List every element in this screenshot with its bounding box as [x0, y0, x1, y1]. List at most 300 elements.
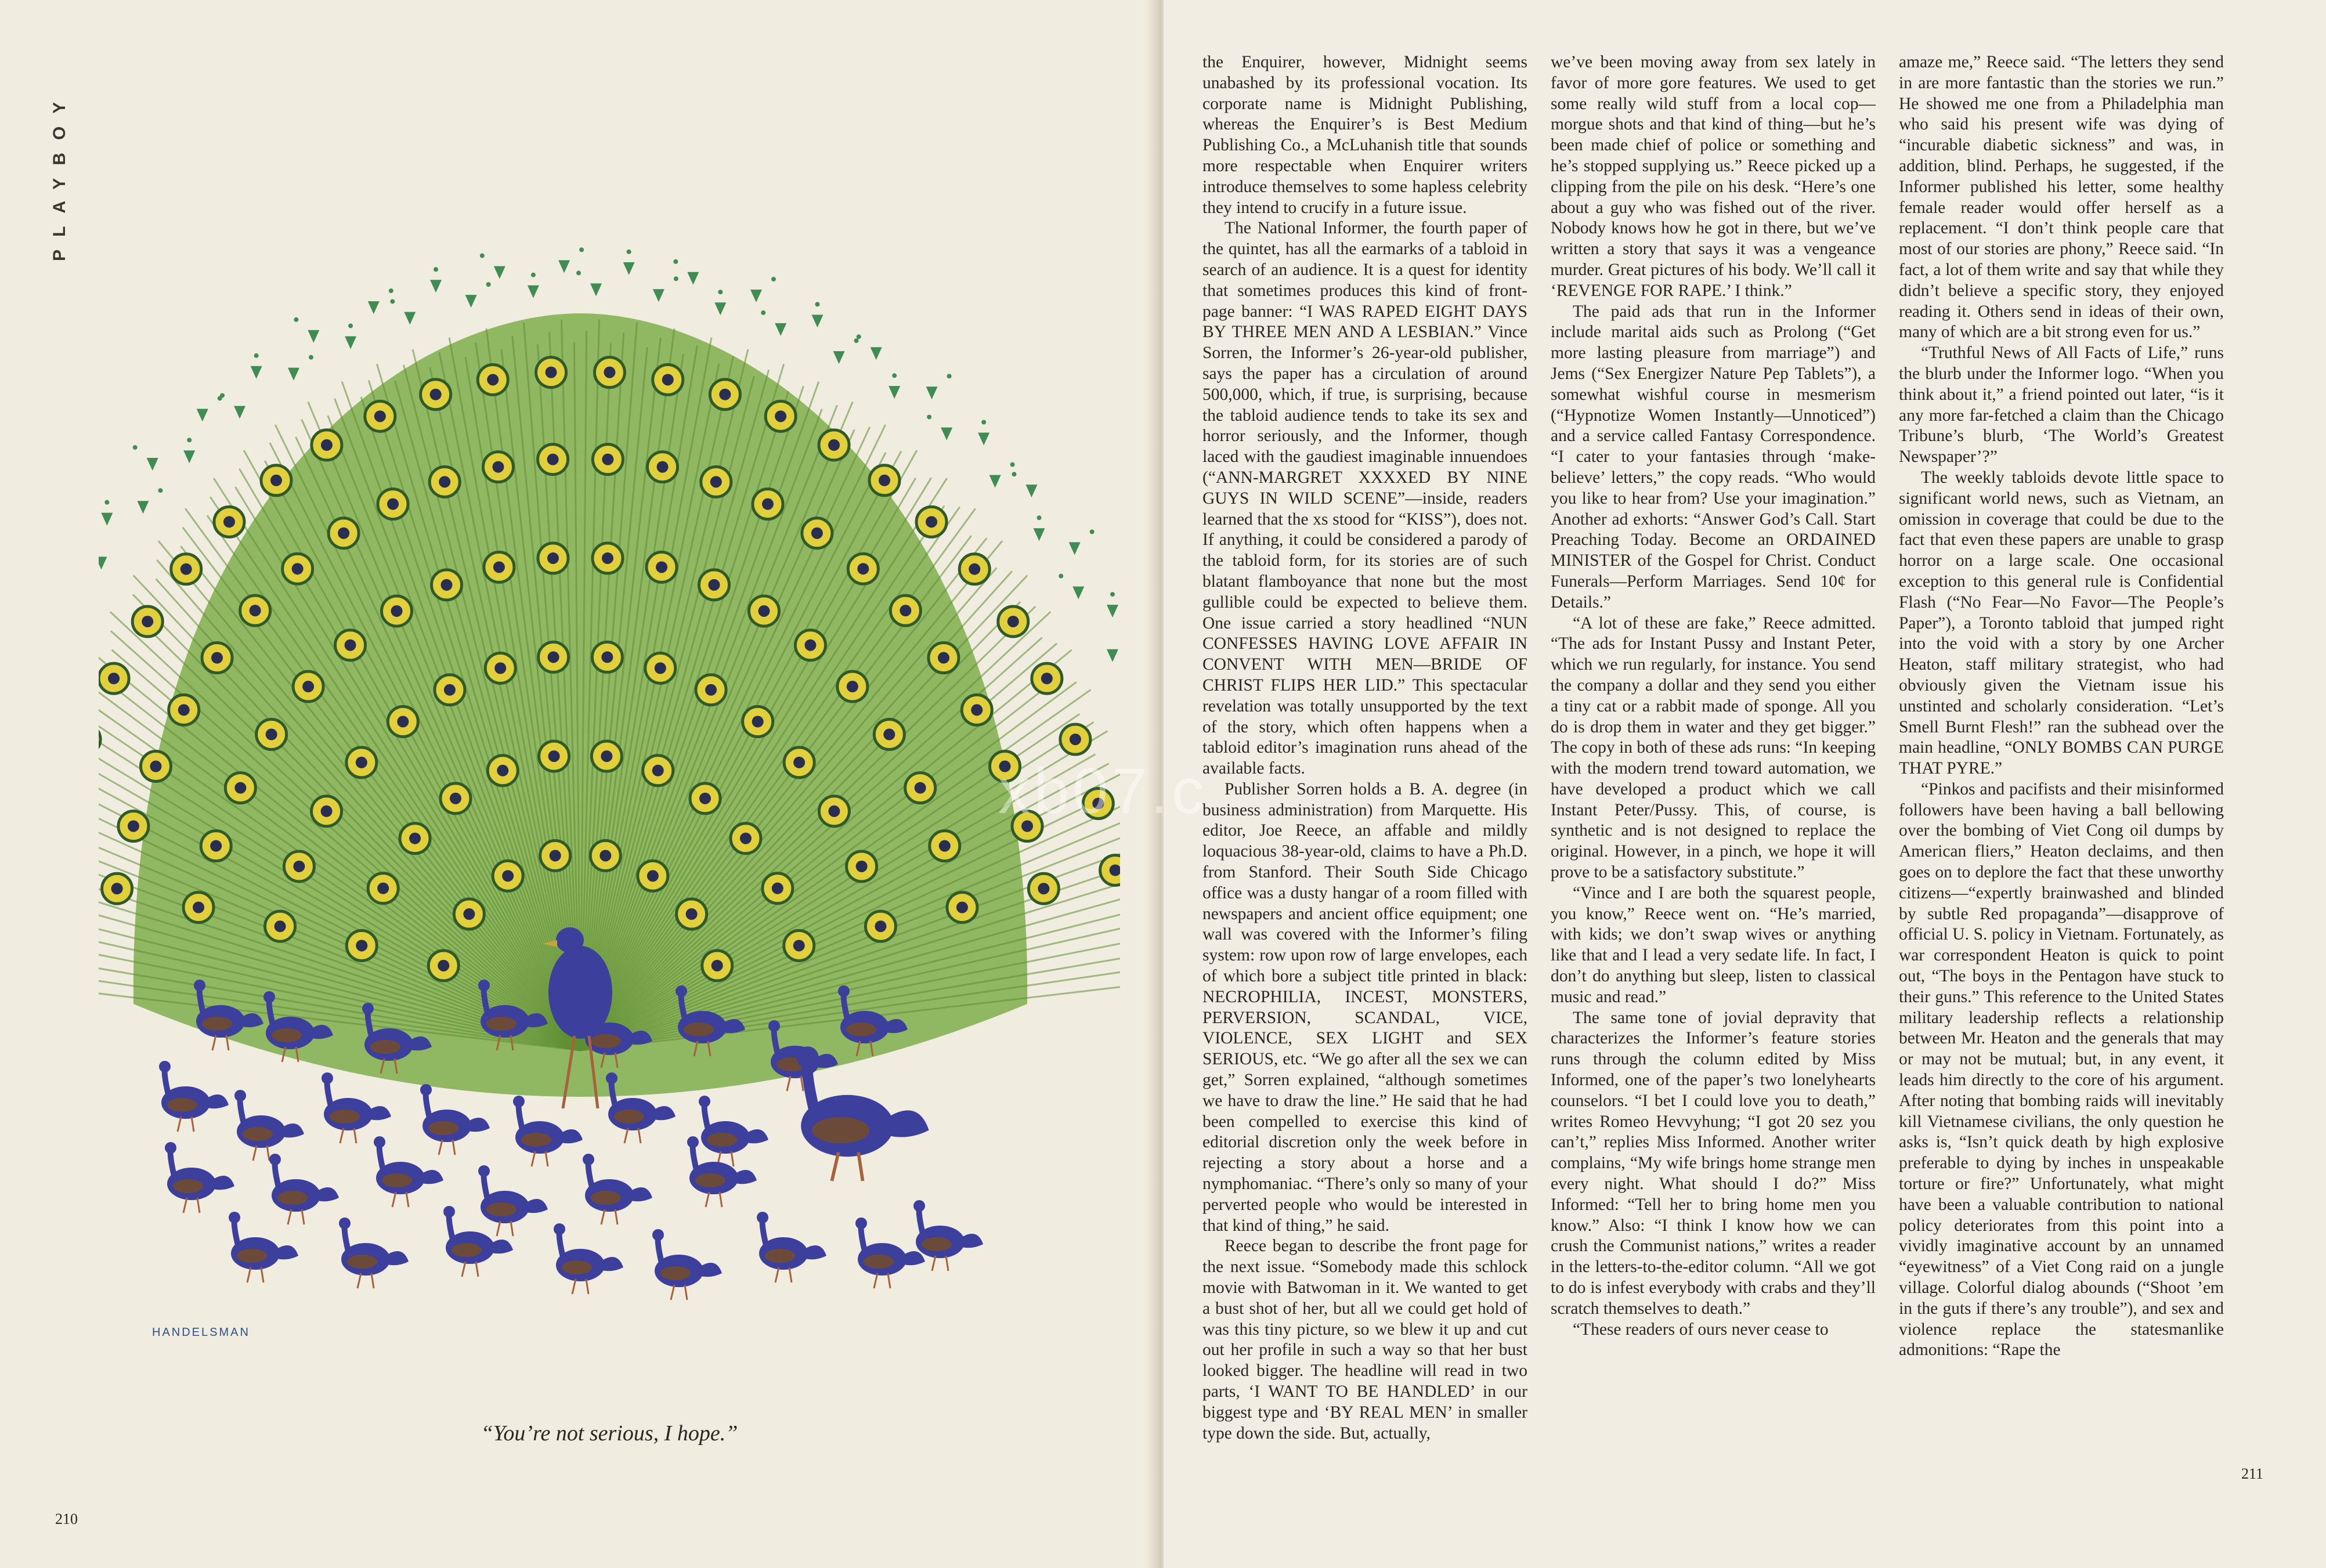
peahen-leg — [340, 1128, 344, 1143]
peahen-wing — [370, 1040, 400, 1054]
peahen-tail — [525, 1199, 548, 1213]
article-column-2 — [1551, 52, 1876, 1480]
peahen-leg — [532, 1151, 535, 1166]
peahen-wing — [684, 1023, 714, 1036]
feather-eye-pupil — [548, 651, 559, 663]
cartoon-caption: “You’re not serious, I hope.” — [481, 1421, 738, 1446]
feather-eye-pupil — [875, 920, 886, 932]
feather-tip — [528, 286, 539, 298]
feather-eye-pupil — [321, 805, 333, 817]
peahen-leg — [178, 1117, 181, 1132]
peahen — [513, 1096, 583, 1166]
feather-tip — [1069, 542, 1081, 555]
feather-tip — [345, 336, 356, 349]
feather-dot — [854, 338, 859, 343]
peahen-head — [838, 985, 850, 997]
feather-eye-pupil — [345, 640, 356, 651]
left-page — [0, 0, 1158, 1568]
feather-eye-pupil — [926, 516, 937, 528]
feather-tip — [811, 315, 823, 327]
peahen-leg — [787, 1076, 790, 1091]
peahen-tail — [803, 1245, 826, 1259]
feather-eye-pupil — [602, 552, 613, 564]
peahen-tail — [368, 1106, 391, 1120]
peahen-leg — [546, 1151, 548, 1166]
paragraph: the Enquirer, however, Midnight seems unabashed by its professional vocation. Its corporate name is Midnight Publishing, whereas the Enquirer’s is Best Medium Publishing Co., a McLuhanish title that sounds more respectable when Enquirer writers introduce themselves to some hapless celebrity they intend to crucify in a future issue. — [1202, 53, 1527, 217]
peahen-head — [768, 1020, 780, 1032]
peahen-head — [699, 1096, 710, 1107]
feather-eye-pupil — [599, 850, 611, 861]
peahen-tail — [205, 1094, 229, 1108]
feather-tip — [833, 351, 845, 364]
article-column-1 — [1202, 52, 1527, 1480]
peahen-tail — [385, 1251, 409, 1265]
peahen-tail — [600, 1257, 623, 1271]
peahen-wing — [382, 1173, 412, 1187]
peahen-leg — [354, 1128, 356, 1143]
peahen-head — [269, 1154, 281, 1165]
feather-dot — [761, 310, 765, 315]
feather-eye-pupil — [275, 920, 286, 932]
feather-eye-pupil — [956, 902, 968, 913]
peahen — [652, 1229, 722, 1300]
feather-eye-pupil — [879, 475, 890, 486]
feather-tip — [404, 312, 416, 324]
peahen-tail — [316, 1187, 339, 1201]
feather-dot — [434, 267, 438, 272]
peahen-wing — [330, 1110, 360, 1123]
feather-tip — [775, 323, 786, 336]
peahen-leg — [406, 1192, 409, 1207]
feather-eye-pupil — [493, 561, 505, 573]
peahen — [420, 1084, 490, 1155]
feather-dot — [133, 445, 138, 450]
peahen-leg — [572, 1279, 576, 1294]
peahen-wing — [452, 1243, 482, 1257]
peahen-head — [652, 1229, 664, 1241]
feather-dot — [348, 323, 353, 328]
feather-eye-pupil — [772, 883, 783, 894]
feather-eye-pupil — [450, 793, 461, 804]
peahen — [374, 1136, 443, 1207]
peacock-cartoon-illustration — [99, 174, 1120, 1393]
peahen-head — [757, 1212, 768, 1223]
feather-dot — [389, 288, 393, 293]
peahen-leg — [511, 1221, 513, 1236]
peahen-wing — [486, 1017, 517, 1031]
peahen-head — [797, 1046, 819, 1068]
feather-tip — [1072, 587, 1084, 599]
feather-eye-pupil — [655, 662, 666, 674]
feather-eye-pupil — [708, 579, 720, 591]
peahen-leg — [671, 1285, 674, 1300]
feather-dot — [531, 273, 536, 277]
peahen-head — [165, 1142, 176, 1154]
peahen-head — [194, 980, 205, 991]
feather-eye-pupil — [150, 761, 161, 772]
feather-tip — [251, 366, 262, 379]
peahen-wing — [695, 1173, 725, 1187]
feather-eye-pupil — [546, 367, 557, 378]
artist-signature: HANDELSMAN — [152, 1326, 250, 1339]
paragraph: we’ve been moving away from sex lately in favor of more gore features. We used to get some really wild stuff from a local cop—morgue shots and that kind of thing—but he’s been made chief of police or something and he’s stopped supplying us.” Reece picked up a clipping from the pile on his desk. “Here’s one about a guy who was fished out of the river. Nobody knows how he got in there, but we’ve written a story that says it was a vengeance murder. Great pictures of his body. We’ll call it ‘REVENGE FOR RAPE.’ I think.” — [1551, 53, 1876, 300]
peahen-head — [606, 1072, 617, 1084]
peahen-wing — [591, 1034, 621, 1048]
feather-eye-pupil — [662, 374, 674, 385]
peahen-head — [554, 1223, 565, 1235]
feather-eye-pupil — [374, 410, 386, 422]
feather-eye-pupil — [775, 410, 786, 422]
peahen-head — [583, 1154, 594, 1165]
feather-eye-pupil — [492, 461, 504, 473]
peahen — [234, 1090, 304, 1161]
watermark: xb07.c — [998, 756, 1208, 827]
feather-tip — [465, 295, 477, 308]
peahen-leg — [601, 1209, 605, 1224]
peahen-wing — [173, 1179, 203, 1193]
masthead: PLAYBOY — [50, 89, 69, 261]
peahen-leg — [789, 1267, 792, 1282]
peahen-leg — [247, 1267, 251, 1282]
peahen-tail — [734, 1170, 757, 1184]
paragraph: amaze me,” Reece said. “The letters they send in are more fantastic than the stories we run.” He showed me one from a Philadelphia man who said his present wife was dying of “incurable diabetic sickness” and was, in addition, blind. Perhaps, he suggested, if the Informer published his letter, some healthy female reader would offer herself as a replacement. “I don’t think people care that most of our stories are phony,” Reece said. “In fact, a lot of them write and say that while they didn’t believe a specific story, they enjoyed reading it. Others send in ideas of their own, many of which are a bit strong even for us.” — [1899, 53, 2224, 342]
feather-dot — [947, 374, 952, 378]
feather-eye-pupil — [397, 716, 409, 728]
feather-eye-pupil — [266, 729, 277, 740]
feather-eye-pupil — [302, 681, 314, 692]
peahen-tail — [559, 1129, 583, 1143]
peahen-head — [676, 985, 687, 997]
peacock-torso — [548, 946, 612, 1039]
peahen-wing — [243, 1127, 273, 1141]
peahen-head — [513, 1096, 525, 1107]
feather-eye-pupil — [719, 389, 731, 400]
peahen-tail — [281, 1123, 304, 1137]
peahen-wing — [707, 1133, 737, 1147]
peahen-tail — [467, 1118, 490, 1132]
peahen — [269, 1154, 339, 1224]
feather-dot — [1037, 515, 1042, 520]
page-number-left: 210 — [55, 1511, 78, 1527]
feather-eye-pupil — [856, 861, 868, 872]
peahen — [554, 1223, 623, 1294]
feather-eye-pupil — [1041, 673, 1053, 684]
feather-dot — [187, 438, 192, 442]
feather-dot — [576, 270, 581, 275]
paragraph: The paid ads that run in the Informer include marital aids such as Prolong (“Get more lasting pleasure from marriage”) and Jems (“Sex Energizer Nature Pep Tablets”), a somewhat wishful course in mesmerism (“Hypnotize Women Instantly—Unnoticed”) and a service called Fantasy Correspondence. “I cater to your fantasies through ‘make-believe’ letters,” the copy reads. “Who would you like to hear from? Use your imagination.” Another ad exhorts: “Answer God’s Call. Start Preaching Today. Become an ORDAINED MINISTER of the Gospel for Christ. Conduct Funerals—Perform Marriages. Send 10¢ for Details.” — [1551, 302, 1876, 612]
peahen-leg — [946, 1256, 948, 1271]
peahen — [583, 1154, 652, 1224]
peahen-wing — [765, 1249, 795, 1263]
peahen-leg — [888, 1273, 890, 1288]
peacock-tail-fan — [99, 247, 1120, 1097]
feather-dot — [1059, 574, 1063, 579]
feather-eye-pupil — [409, 833, 421, 844]
feather-dot — [1110, 592, 1115, 597]
peahen-wing — [347, 1255, 377, 1269]
feather-eye-pupil — [601, 651, 613, 663]
peahen-tail — [699, 1263, 722, 1277]
peahen-leg — [497, 1221, 500, 1236]
peahen-leg — [212, 1035, 216, 1050]
feather-eye-pupil — [969, 563, 980, 575]
feather-dot — [892, 373, 897, 378]
feather-eye-pupil — [180, 563, 192, 575]
feather-eye-pupil — [497, 765, 508, 776]
peahen-leg — [615, 1209, 617, 1224]
peahen-leg — [775, 1267, 779, 1282]
peahen-leg — [685, 1285, 687, 1300]
feather-eye-pupil — [108, 673, 120, 684]
feather-eye-pupil — [828, 439, 840, 451]
peahen — [159, 1061, 229, 1132]
peahen-tail — [211, 1176, 234, 1190]
feather-eye-pupil — [602, 454, 613, 465]
feather-eye-pupil — [550, 850, 561, 861]
peahen-leg — [874, 1273, 877, 1288]
feather-tip — [494, 266, 505, 279]
peahen-leg — [357, 1273, 361, 1288]
feather-eye-pupil — [463, 908, 475, 920]
feather-tip — [1107, 605, 1118, 617]
feather-eye-pupil — [356, 757, 367, 768]
feather-eye-pupil — [656, 561, 667, 573]
peahen-tail — [275, 1245, 298, 1259]
feather-eye-pupil — [444, 684, 456, 696]
feather-eye-pupil — [292, 563, 304, 575]
feather-eye-pupil — [699, 793, 711, 804]
feather-tip — [1025, 485, 1037, 497]
feather-dot — [254, 353, 259, 358]
peahen-wing — [277, 1191, 308, 1205]
feather-eye-pupil — [377, 883, 389, 894]
peahen-leg — [197, 1198, 200, 1213]
peahen-leg — [183, 1198, 187, 1213]
feather-eye-pupil — [487, 374, 499, 385]
feather-eye-pupil — [547, 454, 559, 465]
feather-eye-pupil — [111, 883, 123, 894]
feather-dot — [579, 247, 584, 252]
peahen-wing — [562, 1260, 592, 1274]
peahen — [322, 1072, 391, 1143]
peahen-leg — [439, 1140, 442, 1155]
peahen-leg — [267, 1146, 269, 1161]
peahen-tail — [420, 1170, 443, 1184]
peahen-head — [229, 1212, 240, 1223]
feather-eye-pupil — [438, 960, 449, 971]
feather-eye-pupil — [142, 616, 153, 627]
peahen-wing — [428, 1121, 458, 1135]
feather-eye-pupil — [847, 681, 858, 692]
feather-eye-pupil — [548, 750, 560, 762]
feather-tip — [308, 330, 319, 343]
feather-eye-pupil — [900, 605, 911, 616]
peahen-head — [478, 1165, 490, 1177]
peahen — [339, 1217, 409, 1288]
feather-dot — [486, 282, 491, 287]
peahen-head — [234, 1090, 246, 1101]
feather-tip — [101, 513, 113, 526]
feather-tip — [978, 432, 989, 445]
peahen-head — [159, 1061, 171, 1072]
peahen-leg — [462, 1262, 465, 1277]
peahen-leg — [638, 1128, 641, 1143]
feather-tip — [368, 301, 380, 314]
peahen-leg — [261, 1267, 263, 1282]
feather-tip — [288, 368, 299, 381]
feather-eye-pupil — [710, 476, 722, 487]
feather-tip — [234, 406, 245, 419]
peahen-wing — [591, 1191, 621, 1205]
peahen-head — [362, 1003, 374, 1014]
peahen-leg — [586, 1279, 588, 1294]
peahen-wing — [864, 1255, 894, 1269]
feather-tip — [183, 450, 195, 463]
peahen-wing — [812, 1117, 869, 1144]
feather-eye-pupil — [439, 476, 450, 487]
peahen-tail — [652, 1106, 676, 1120]
feather-dot — [1012, 472, 1016, 476]
peahen — [165, 1142, 234, 1213]
peahen — [699, 1096, 768, 1166]
peahen-wing — [202, 1017, 232, 1031]
peahen-head — [478, 980, 490, 991]
feather-dot — [1090, 529, 1095, 534]
feather-tip — [941, 428, 952, 440]
peahen-tail — [902, 1251, 925, 1265]
feather-dot — [857, 334, 861, 339]
peahen-wing — [167, 1098, 197, 1112]
peahen-leg — [706, 1192, 709, 1207]
paragraph: “Vince and I are both the squarest people, you know,” Reece went on. “He’s married, with kids; we don’t swap wives or anything like that and I lead a very sedate life. In fact, I don’t do anything but sleep, listen to classical music and read.” — [1551, 883, 1876, 1006]
peahen-head — [322, 1072, 333, 1084]
paragraph: The weekly tabloids devote little space to significant world news, such as Vietnam, an omission in coverage that could be due to the fact that even these papers are unable to grasp horror on a large scale. One occasional exception to this general rule is Confidential Flash (“No Fear—No Favor—The People’s Paper”), a Toronto tabloid that jumped right into the void with a story by one Archer Heaton, staff military strategist, who had obviously given the Vietnam issue his unstinted and scholarly consideration. “Let’s Smell Burnt Flesh!” ran the subhead over the main headline, “ONLY BOMBS CAN PURGE THAT PYRE.” — [1899, 468, 2224, 778]
feather-eye-pupil — [128, 821, 139, 832]
feather-dot — [815, 302, 819, 306]
feather-eye-pupil — [828, 805, 840, 817]
peahen-leg — [253, 1146, 257, 1161]
feather-tip — [871, 347, 882, 360]
paragraph: The same tone of jovial depravity that characterizes the Informer’s feature stories runs through the column edited by Miss Informed, one of the paper’s two lonelyhearts counselors. “I bet I could love you to death,” writes Romeo Hevvyhung; “I got 20 sez you can’t,” replies Miss Informed. Another writer complains, “My wife brings home strange men every night. What should I do?” Miss Informed: “Tell her to bring home men you know.” Also: “I think I know how we can crush the Communist nations,” writes a reader in the letters-to-the-editor column. “All we got to do is infest everybody with crabs and they’ll scratch themselves to death.” — [1551, 1008, 1876, 1318]
feather-eye-pupil — [430, 389, 442, 400]
peahen — [855, 1217, 925, 1288]
peacock-head — [556, 927, 584, 953]
peahen-leg — [476, 1262, 478, 1277]
paragraph: “A lot of these are fake,” Reece admitted. “The ads for Instant Pussy and Instant Peter, which we run regularly, for instance. You send the company a dollar and they send you either a tiny cat or a rabbit made of sponge. All you do is drop them in water and they get bigger.” The copy in both of these ads runs: “In keeping with the modern trend toward automation, we have developed a product which we call Instant Peter/Pussy. This, of course, is synthetic and is not designed to replace the original. However, in a pinch, we hope it will prove to be a satisfactory substitute.” — [1551, 613, 1876, 882]
feather-eye-pupil — [1007, 616, 1019, 627]
feather-eye-pupil — [250, 605, 261, 616]
feather-eye-pupil — [647, 870, 659, 881]
feather-tip — [197, 409, 208, 421]
feather-tip — [558, 260, 570, 273]
paragraph: “Truthful News of All Facts of Life,” runs the blurb under the Informer logo. “When you think about it,” a friend pointed out later, “is it any more far-fetched a claim than the Chicago Tribune’s blurb, ‘The World’s Greatest Newspaper’?” — [1899, 344, 2224, 467]
feather-tip — [653, 289, 664, 302]
feather-dot — [771, 277, 776, 281]
feather-eye-pupil — [915, 782, 926, 794]
paragraph: Reece began to describe the front page for the next issue. “Somebody made this schlock movie with Batwoman in it. We wanted to get a bust shot of her, but all we could get hold of was this tiny picture, so we blew it up and cut out her profile in such a way so that her bust looked bigger. The headline will read in two parts, ‘I WANT TO BE HANDLED’ in our biggest type and ‘BY REAL MEN’ in smaller type down the side. But, actually, — [1202, 1237, 1527, 1443]
feather-eye-pupil — [793, 757, 805, 768]
feather-eye-pupil — [652, 765, 664, 776]
feather-eye-pupil — [711, 960, 723, 971]
feather-eye-pupil — [547, 552, 559, 564]
feather-dot — [673, 259, 678, 264]
feather-eye-pupil — [193, 902, 204, 913]
feather-dot — [220, 393, 225, 398]
page-number-right: 211 — [2241, 1465, 2264, 1482]
feather-eye-pupil — [210, 840, 222, 852]
feather-eye-pupil — [604, 367, 615, 378]
feather-tip — [623, 262, 635, 275]
peahen-tail — [885, 1110, 929, 1137]
peahen-head — [339, 1217, 351, 1229]
feather-tip — [888, 386, 900, 399]
feather-tip — [99, 557, 107, 569]
peahen-wing — [614, 1110, 644, 1123]
feather-eye-pupil — [938, 652, 949, 664]
peahen — [478, 1165, 548, 1236]
feather-dot — [390, 299, 395, 304]
feather-dot — [309, 355, 313, 360]
peahen-wing — [846, 1023, 876, 1036]
feather-eye-pupil — [758, 605, 770, 617]
feather-dot — [1010, 463, 1015, 467]
feather-dot — [981, 420, 986, 424]
feather-dot — [927, 415, 931, 420]
feather-tip — [137, 501, 149, 514]
feather-eye-pupil — [391, 605, 403, 617]
feather-tip — [926, 386, 938, 399]
feather-eye-pupil — [1070, 734, 1081, 745]
feather-eye-pupil — [494, 662, 506, 674]
feather-tip — [590, 283, 602, 296]
feather-dot — [294, 317, 298, 322]
peahen-head — [374, 1136, 385, 1148]
peahen-head — [443, 1206, 455, 1217]
feather-eye-pupil — [883, 729, 895, 740]
paragraph: Publisher Sorren holds a B. A. degree (in business administration) from Marquette. His editor, Joe Reece, an affable and mildly loquacious 38-year-old, claims to have a Ph.D. from Stanford. Their South Side Chicago office was a dusty hangar of a room filled with newspapers and ancient office equipment; one wall was covered with the Informer’s filing system: row upon row of large envelopes, each of which bore a subject title printed in black: NECROPHILIA, INCEST, MONSTERS, PERVERSION, SCANDAL, VICE, VIOLENCE, SEX LIGHT and SEX SERIOUS, etc. “We go after all the sex we can get,” Sorren explained, “although sometimes we have to draw the line.” He said that he had been compelled to exercise this kind of editorial discretion only the week before in rejecting a story about a horse and a nymphomaniac. “There’s only so many of your perverted people who would be interested in that kind of thing,” he said. — [1202, 779, 1527, 1235]
feather-eye-pupil — [752, 716, 764, 728]
feather-eye-pupil — [686, 908, 698, 920]
peahen-leg — [302, 1209, 304, 1224]
feather-eye-pupil — [657, 461, 669, 473]
peahen-leg — [453, 1140, 455, 1155]
feather-eye-pupil — [740, 833, 752, 844]
feather-eye-pupil — [1038, 883, 1049, 894]
peahen-head — [913, 1200, 925, 1212]
feather-dot — [718, 290, 723, 294]
feather-eye-pupil — [293, 861, 305, 872]
feather-tip — [147, 458, 158, 471]
feather-eye-pupil — [857, 563, 869, 575]
peahen-tail — [629, 1187, 652, 1201]
peahen-leg — [288, 1209, 291, 1224]
peahen-leg — [858, 1152, 863, 1181]
peahen-head — [263, 991, 275, 1003]
peahen-leg — [731, 1151, 734, 1166]
peahen-wing — [521, 1133, 551, 1147]
feather-eye-pupil — [356, 940, 367, 951]
peahen-wing — [486, 1202, 517, 1216]
paragraph: “These readers of ours never cease to — [1573, 1320, 1829, 1339]
feather-tip — [687, 272, 699, 285]
peahen-leg — [392, 1192, 396, 1207]
peahen-head — [420, 1084, 432, 1096]
peahen-leg — [624, 1128, 628, 1143]
peahen-leg — [832, 1152, 838, 1181]
peahen-wing — [237, 1249, 267, 1263]
feather-dot — [480, 254, 485, 258]
feather-eye-pupil — [178, 704, 190, 716]
